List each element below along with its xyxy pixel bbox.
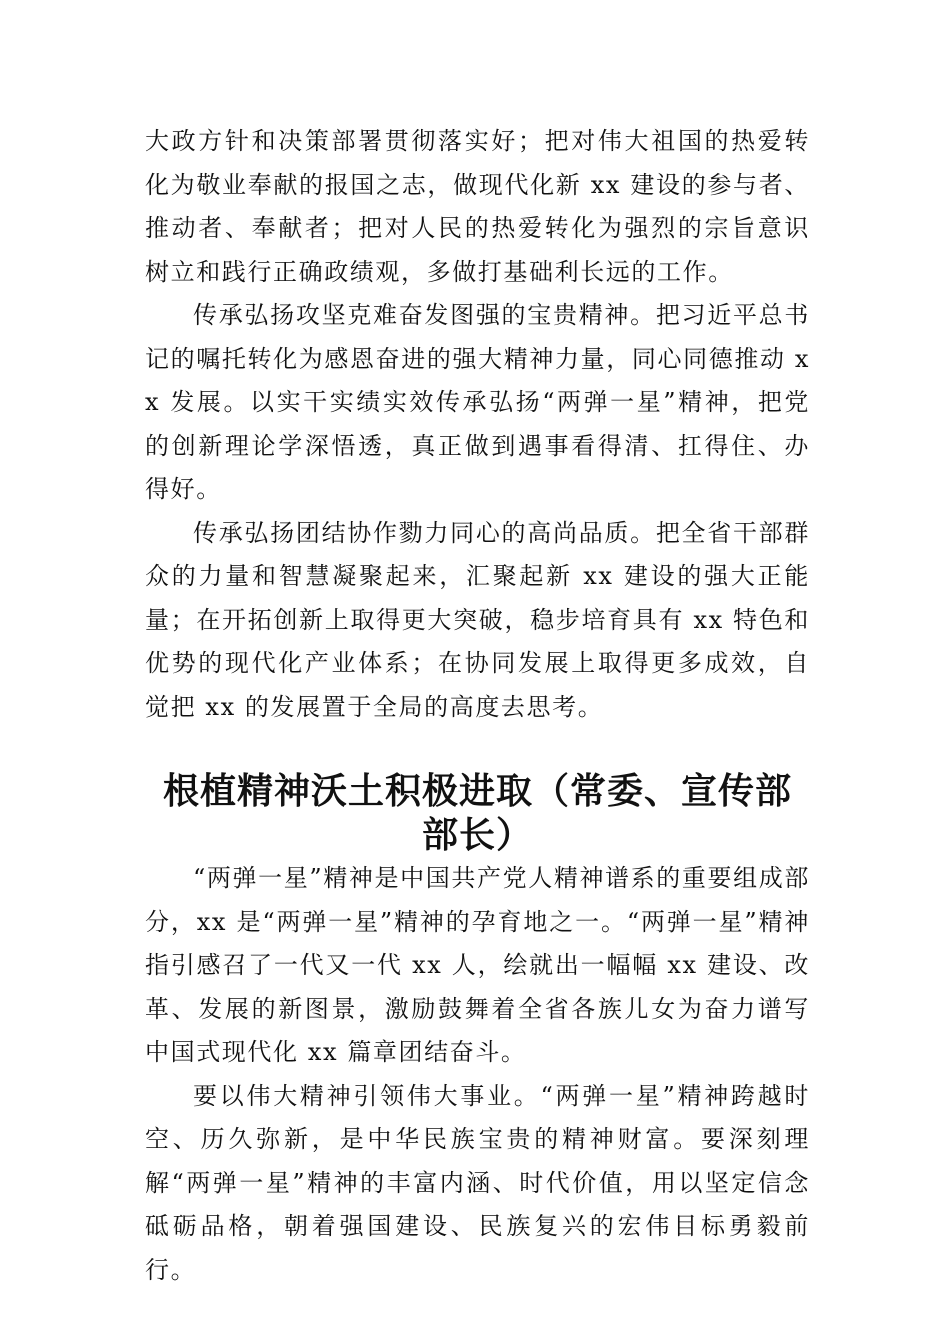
paragraph-unity: 传承弘扬团结协作勠力同心的高尚品质。把全省干部群众的力量和智慧凝聚起来，汇聚起新 xx 建设的强大正能量；在开拓创新上取得更大突破，稳步培育具有 xx 特色和优势的现代化产业体系；在协同发展上取得更多成效，自觉把 xx 的发展置于全局的高度去思考。 [145, 518, 810, 721]
document-page [145, 120, 810, 1292]
paragraph-continuation: 大政方针和决策部署贯彻落实好；把对伟大祖国的热爱转化为敬业奉献的报国之志，做现代化新 xx 建设的参与者、推动者、奉献者；把对人民的热爱转化为强烈的宗旨意识树立和践行正确政绩观，多做打基础利长远的工作。 [145, 127, 810, 286]
paragraph-spirit-origin: “两弹一星”精神是中国共产党人精神谱系的重要组成部分，xx 是“两弹一星”精神的孕育地之一。“两弹一星”精神指引感召了一代又一代 xx 人，绘就出一幅幅 xx 建设、改革、发展的新图景，激励鼓舞着全省各族儿女为奋力谱写中国式现代化 xx 篇章团结奋斗。 [145, 864, 810, 1066]
section-heading: 根植精神沃土积极进取（常委、宣传部部长） [162, 770, 792, 856]
paragraph-great-cause: 要以伟大精神引领伟大事业。“两弹一星”精神跨越时空、历久弥新，是中华民族宝贵的精神财富。要深刻理解“两弹一星”精神的丰富内涵、时代价值，用以坚定信念砥砺品格，朝着强国建设、民族复兴的宏伟目标勇毅前行。 [145, 1081, 810, 1284]
paragraph-tough-spirit: 传承弘扬攻坚克难奋发图强的宝贵精神。把习近平总书记的嘱托转化为感恩奋进的强大精神力量，同心同德推动 xx 发展。以实干实绩实效传承弘扬“两弹一星”精神，把党的创新理论学深悟透，真正做到遇事看得清、扛得住、办得好。 [145, 301, 810, 503]
